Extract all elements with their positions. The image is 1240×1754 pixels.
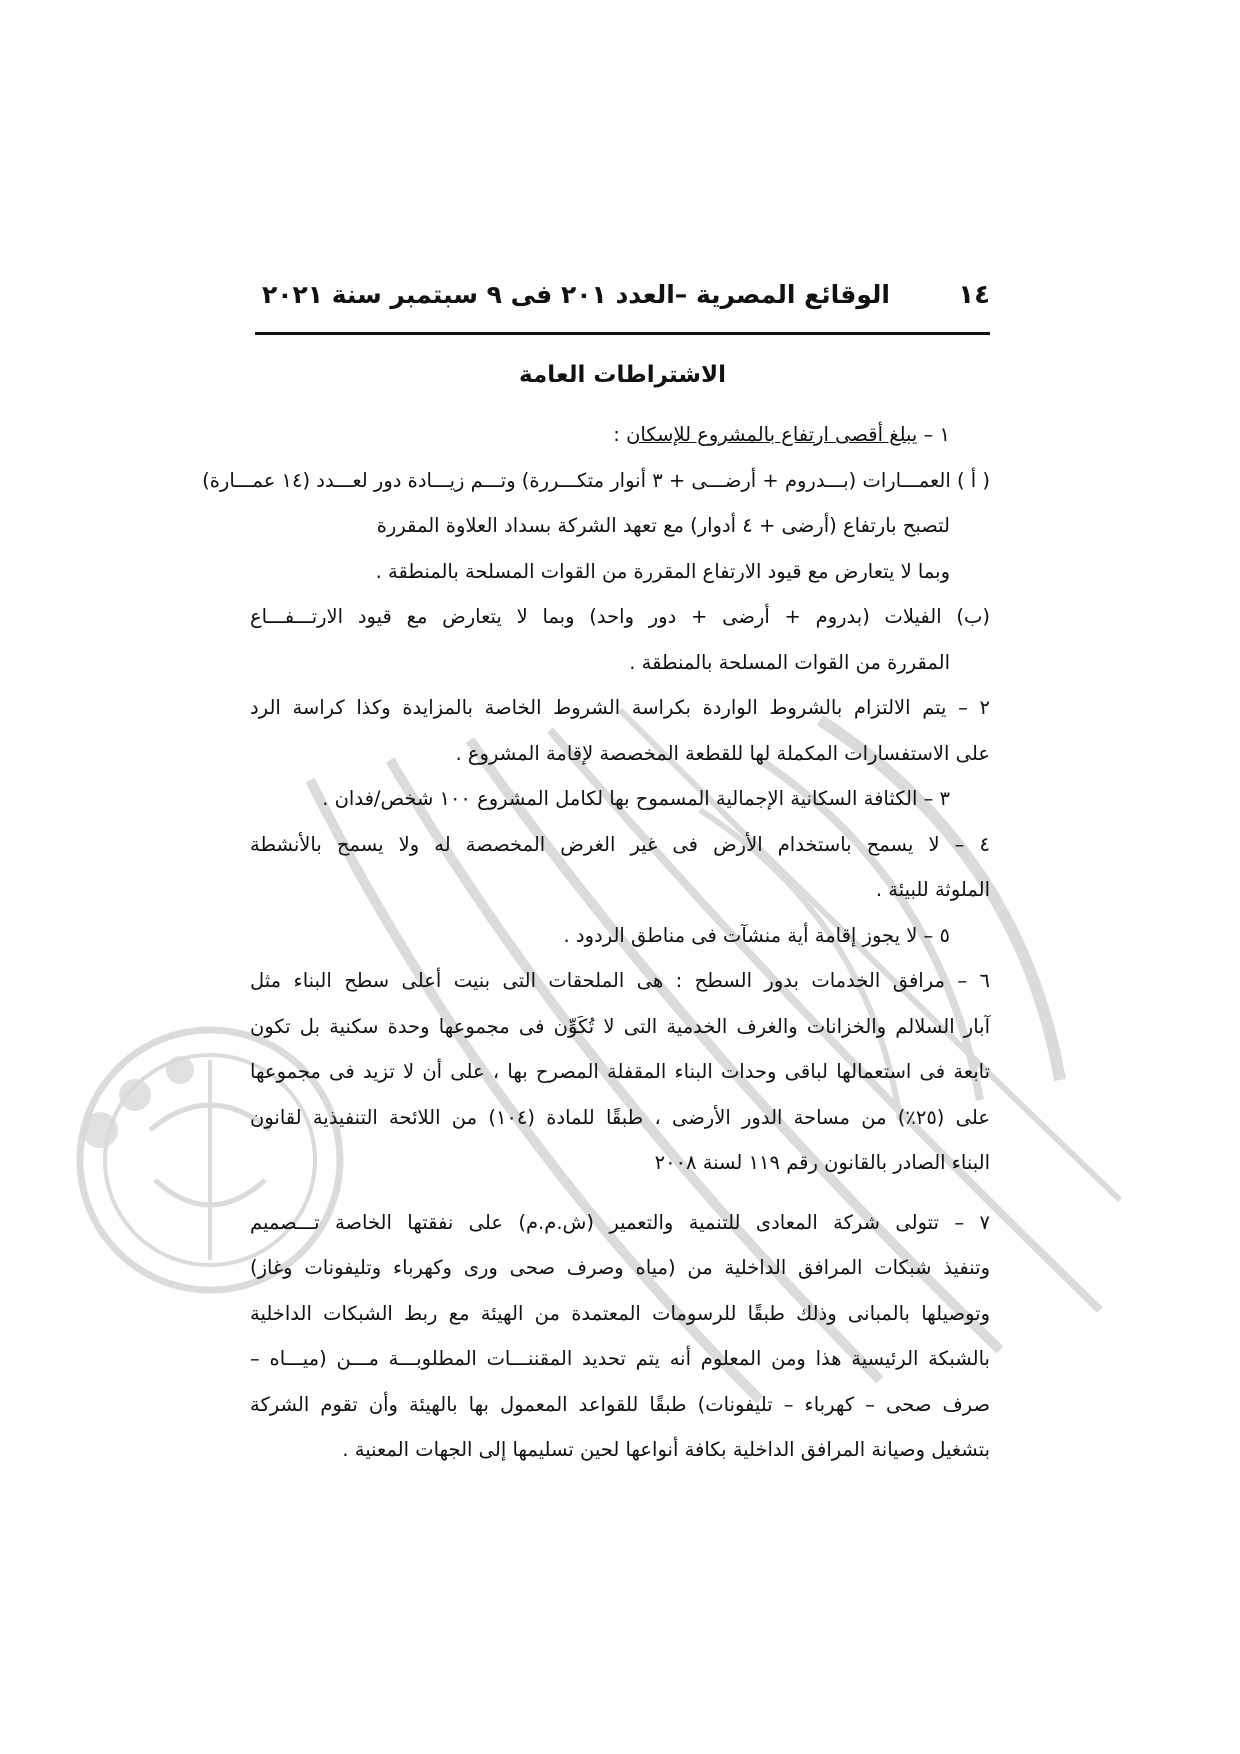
header-divider bbox=[255, 332, 990, 335]
gazette-title: الوقائع المصرية –العدد ٢٠١ فى ٩ سبتمبر سنة ٢٠٢١ bbox=[261, 280, 890, 309]
section-heading: الاشتراطات العامة bbox=[519, 362, 726, 388]
clause-1b-line-1: (ب) الفيلات (بدروم + أرضى + دور واحد) وبما لا يتعارض مع قيود الارتـــفـــاع bbox=[250, 605, 990, 628]
clause-7-line-3: وتوصيلها بالمبانى وذلك طبقًا للرسومات المعتمدة من الهيئة مع ربط الشبكات الداخلية bbox=[250, 1301, 990, 1325]
clause-7-line-4: بالشبكة الرئيسية هذا ومن المعلوم أنه يتم تحديد المقننـــات المطلوبـــة مـــن (ميـــاه – bbox=[250, 1347, 990, 1370]
clause-6-line-1: ٦ – مرافق الخدمات بدور السطح : هى الملحقات التى بنيت أعلى سطح البناء مثل bbox=[250, 969, 990, 992]
clause-6-line-4: على (٢٥٪) من مساحة الدور الأرضى ، طبقًا للمادة (١٠٤) من اللائحة التنفيذية لقانون bbox=[250, 1105, 990, 1129]
paragraph-gap bbox=[250, 1186, 990, 1200]
clause-1a-line-2: لتصبح بارتفاع (أرضى + ٤ أدوار) مع تعهد الشركة بسداد العلاوة المقررة bbox=[376, 514, 950, 537]
clause-1-number: ١ – bbox=[917, 423, 950, 446]
clause-7-line-5: صرف صحى – كهرباء – تليفونات) طبقًا للقواعد المعمول بها بالهيئة وأن تقوم الشركة bbox=[250, 1392, 990, 1416]
clause-4-line-1: ٤ – لا يسمح باستخدام الأرض فى غير الغرض المخصصة له ولا يسمح بالأنشطة bbox=[250, 832, 990, 856]
clause-2-line-1: ٢ – يتم الالتزام بالشروط الواردة بكراسة الشروط الخاصة بالمزايدة وكذا كراسة الرد bbox=[250, 696, 990, 719]
page-header bbox=[255, 280, 990, 330]
clause-7-line-1: ٧ – تتولى شركة المعادى للتنمية والتعمير (ش.م.م) على نفقتها الخاصة تـــصميم bbox=[250, 1210, 990, 1234]
clause-3-line: ٣ – الكثافة السكانية الإجمالية المسموح بها لكامل المشروع ١٠٠ شخص/فدان . bbox=[322, 787, 950, 810]
clause-1-colon: : bbox=[613, 423, 627, 446]
clause-1b-line-2: المقررة من القوات المسلحة بالمنطقة . bbox=[629, 650, 950, 674]
clause-2-line-2: على الاستفسارات المكملة لها للقطعة المخصصة لإقامة المشروع . bbox=[455, 741, 990, 765]
clause-6-line-3: تابعة فى استعمالها لباقى وحدات البناء المقفلة المصرح بها ، على أن لا تزيد فى مجموعها bbox=[250, 1060, 990, 1083]
clause-7-line-2: وتنفيذ شبكات المرافق الداخلية من (مياه وصرف صحى ورى وكهرباء وتليفونات وغاز) bbox=[250, 1256, 990, 1279]
clause-1a-line-3: وبما لا يتعارض مع قيود الارتفاع المقررة من القوات المسلحة بالمنطقة . bbox=[375, 559, 950, 583]
clause-1a-line-1: ( أ ) العمـــارات (بـــدروم + أرضـــى + ٣ أنوار متكـــررة) وتـــم زيـــادة دور لعـــدد (١٤ عمـــارة) bbox=[202, 468, 990, 492]
page-number: ١٤ bbox=[958, 280, 990, 310]
clause-1-line bbox=[250, 412, 990, 458]
clause-6-line-5: البناء الصادر بالقانون رقم ١١٩ لسنة ٢٠٠٨ bbox=[654, 1151, 990, 1174]
clause-4-line-2: الملوثة للبيئة . bbox=[875, 878, 990, 901]
clause-1-underlined-text: يبلغ أقصى ارتفاع بالمشروع للإسكان bbox=[626, 423, 918, 446]
clause-5-line: ٥ – لا يجوز إقامة أية منشآت فى مناطق الردود . bbox=[563, 923, 950, 947]
clause-6-line-2: آبار السلالم والخزانات والغرف الخدمية التى لا تُكَوِّن فى مجموعها وحدة سكنية بل تكون bbox=[250, 1014, 990, 1038]
document-body bbox=[202, 412, 990, 1473]
clause-7-line-6: بتشغيل وصيانة المرافق الداخلية بكافة أنواعها لحين تسليمها إلى الجهات المعنية . bbox=[342, 1438, 990, 1461]
